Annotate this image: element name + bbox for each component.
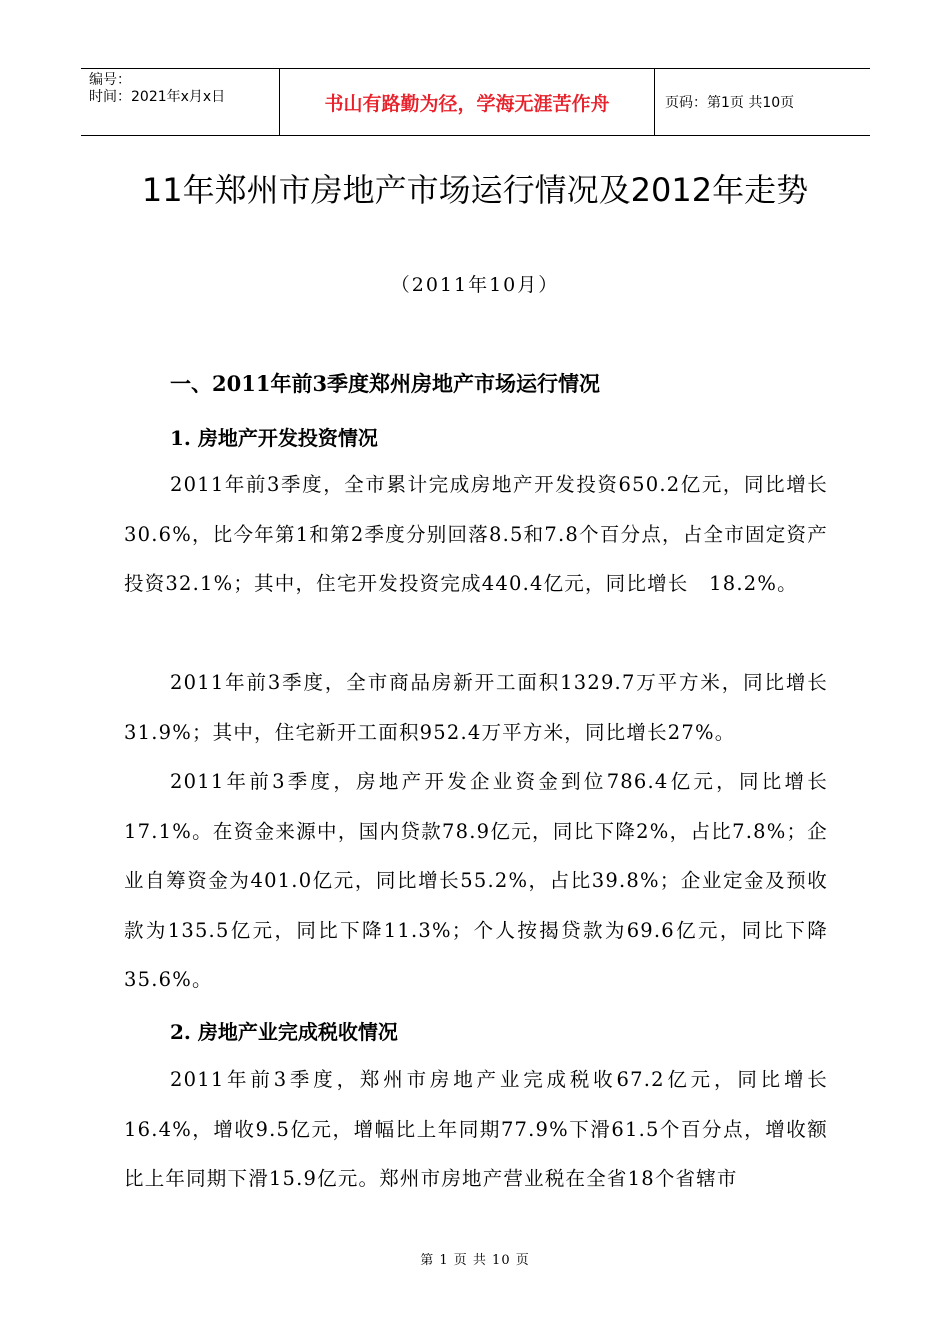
document-subtitle: （2011年10月） [390, 274, 560, 296]
page-footer: 第 1 页 共 10 页 [420, 1253, 530, 1268]
page-header [81, 68, 870, 136]
paragraph-4: 2011年前3季度，郑州市房地产业完成税收67.2亿元，同比增长16.4%，增收9.5亿元，增幅比上年同期77.9%下滑61.5个百分点，增收额比上年同期下滑15.9亿元。郑州市房地产营业税在全省18个省辖市 [124, 1068, 828, 1190]
subsection-heading-1: 1. 房地产开发投资情况 [170, 426, 378, 450]
document-title: 11年郑州市房地产市场运行情况及2012年走势 [141, 171, 809, 209]
paragraph-3: 2011年前3季度，房地产开发企业资金到位786.4亿元，同比增长17.1%。在资金来源中，国内贷款78.9亿元，同比下降2%，占比7.8%；企业自筹资金为401.0亿元，同比增长55.2%，占比39.8%；企业定金及预收款为135.5亿元，同比下降11.3%；个人按揭贷款为69.6亿元，同比下降35.6%。 [124, 770, 828, 991]
paragraph-2: 2011年前3季度，全市商品房新开工面积1329.7万平方米，同比增长31.9%；其中，住宅新开工面积952.4万平方米，同比增长27%。 [124, 671, 828, 744]
subsection-heading-2: 2. 房地产业完成税收情况 [170, 1020, 398, 1044]
section-heading-1: 一、2011年前3季度郑州房地产市场运行情况 [170, 371, 601, 396]
header-meta-cell [81, 69, 280, 135]
paragraph-1: 2011年前3季度，全市累计完成房地产开发投资650.2亿元，同比增长30.6%，比今年第1和第2季度分别回落8.5和7.8个百分点，占全市固定资产投资32.1%；其中，住宅开发投资完成440.4亿元，同比增长 18.2%。 [124, 473, 828, 595]
time-label: 时间：2021年x月x日 [89, 89, 226, 105]
page-info: 页码：第1页 共10页 [665, 95, 795, 111]
number-label: 编号： [89, 72, 131, 88]
motto: 书山有路勤为径，学海无涯苦作舟 [280, 69, 655, 135]
